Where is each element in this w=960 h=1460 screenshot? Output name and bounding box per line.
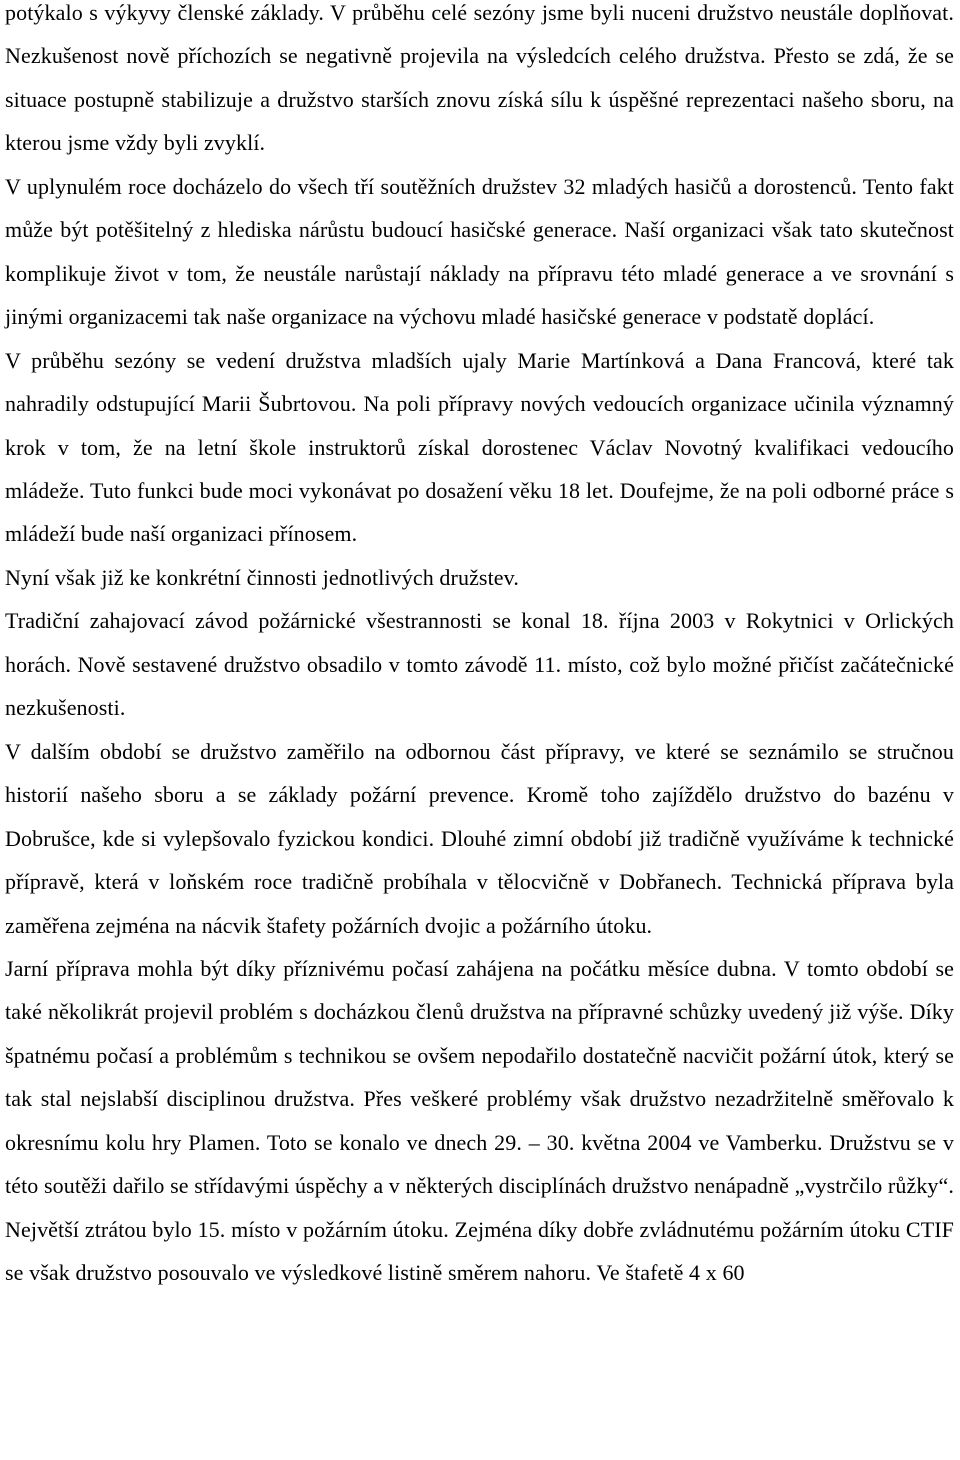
paragraph-members: potýkalo s výkyvy členské základy. V průběhu celé sezóny jsme byli nuceni družstvo neustále doplňovat. Nezkušenost nově příchozích se negativně projevila na výsledcích celého družstva. Přesto se zdá, že se situace postupně stabilizuje a družstvo starších znovu získá sílu k úspěšné reprezentaci našeho sboru, na kterou jsme vždy byli zvyklí. — [5, 0, 954, 156]
paragraph-leaders: V průběhu sezóny se vedení družstva mladších ujaly Marie Martínková a Dana Francová, které tak nahradily odstupující Marii Šubrtovou. Na poli přípravy nových vedoucích organizace učinila významný krok v tom, že na letní škole instruktorů získal dorostenec Václav Novotný kvalifikaci vedoucího mládeže. Tuto funkci bude moci vykonávat po dosažení věku 18 let. Doufejme, že na poli odborné práce s mládeží bude naší organizaci přínosem. — [5, 347, 954, 547]
document-body — [5, 0, 954, 1295]
paragraph-opening-race: Tradiční zahajovací závod požárnické všestrannosti se konal 18. října 2003 v Rokytnici v Orlických horách. Nově sestavené družstvo obsadilo v tomto závodě 11. místo, což bylo možné přičíst začátečnické nezkušenosti. — [5, 608, 954, 721]
paragraph-spring-preparation: Jarní příprava mohla být díky příznivému počasí zahájena na počátku měsíce dubna. V tomto období se také několikrát projevil problém s docházkou členů družstva na přípravné schůzky uvedený již výše. Díky špatnému počasí a problémům s technikou se ovšem nepodařilo dostatečně nacvičit požární útok, který se tak stal nejslabší disciplinou družstva. Přes veškeré problémy však družstvo nezadržitelně směřovalo k okresnímu kolu hry Plamen. Toto se konalo ve dnech 29. – 30. května 2004 ve Vamberku. Družstvu se v této soutěži dařilo se střídavými úspěchy a v některých disciplínách družstvo nenápadně „vystrčilo růžky“. Největší ztrátou bylo 15. místo v požárním útoku. Zejména díky dobře zvládnutému požárním útoku CTIF se však družstvo posouvalo ve výsledkové listině směrem nahoru. Ve štafetě 4 x 60 — [5, 955, 954, 1286]
paragraph-winter-preparation: V dalším období se družstvo zaměřilo na odbornou část přípravy, ve které se seznámilo se stručnou historií našeho sboru a se základy požární prevence. Kromě toho zajíždělo družstvo do bazénu v Dobrušce, kde si vylepšovalo fyzickou kondici. Dlouhé zimní období již tradičně využíváme k technické přípravě, která v loňském roce tradičně probíhala v tělocvičně v Dobřanech. Technická příprava byla zaměřena zejména na nácvik štafety požárních dvojic a požárního útoku. — [5, 738, 954, 938]
paragraph-youth-count: V uplynulém roce docházelo do všech tří soutěžních družstev 32 mladých hasičů a dorostenců. Tento fakt může být potěšitelný z hlediska nárůstu budoucí hasičské generace. Naší organizaci však tato skutečnost komplikuje život v tom, že neustále narůstají náklady na přípravu této mladé generace a ve srovnání s jinými organizacemi tak naše organizace na výchovu mladé hasičské generace v podstatě doplácí. — [5, 173, 954, 330]
paragraph-transition: Nyní však již ke konkrétní činnosti jednotlivých družstev. — [5, 564, 519, 590]
